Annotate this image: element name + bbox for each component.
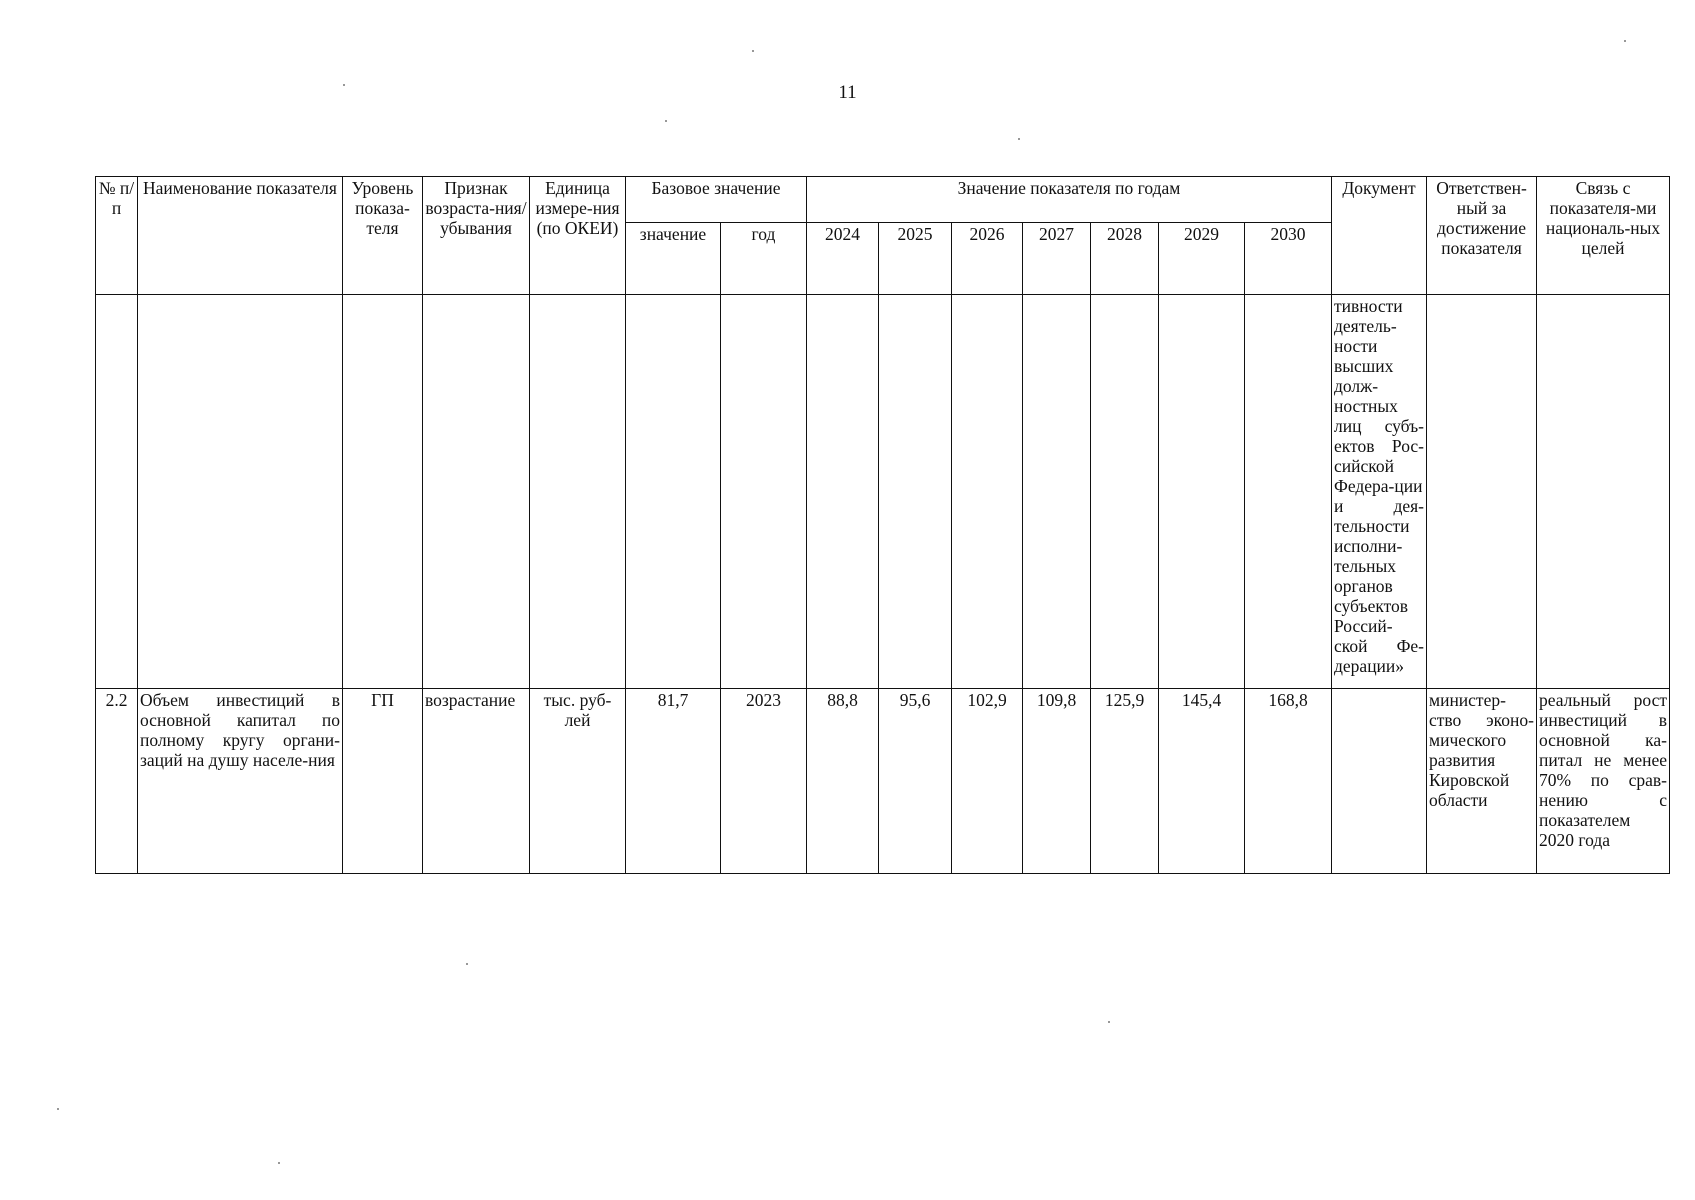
table-cell bbox=[1537, 295, 1670, 689]
row-value-2026: 102,9 bbox=[952, 689, 1023, 874]
table-cell bbox=[1427, 295, 1537, 689]
table-cell bbox=[423, 295, 530, 689]
header-base: Базовое значение bbox=[626, 177, 807, 223]
header-year: 2027 bbox=[1023, 223, 1091, 295]
header-sign: Признак возраста-ния/ убывания bbox=[423, 177, 530, 295]
row-unit: тыс. руб-лей bbox=[530, 689, 626, 874]
row-value-2029: 145,4 bbox=[1159, 689, 1245, 874]
scan-speck bbox=[752, 50, 754, 52]
row-value-2028: 125,9 bbox=[1091, 689, 1159, 874]
table-cell bbox=[1091, 295, 1159, 689]
header-name: Наименование показателя bbox=[138, 177, 343, 295]
row-base-year: 2023 bbox=[721, 689, 807, 874]
header-base-year: год bbox=[721, 223, 807, 295]
header-year: 2024 bbox=[807, 223, 879, 295]
scan-speck bbox=[1108, 1021, 1110, 1023]
table-cell bbox=[343, 295, 423, 689]
table-cell bbox=[626, 295, 721, 689]
header-year: 2025 bbox=[879, 223, 952, 295]
row-value-2025: 95,6 bbox=[879, 689, 952, 874]
header-year: 2030 bbox=[1245, 223, 1332, 295]
header-year: 2028 bbox=[1091, 223, 1159, 295]
table-cell bbox=[1023, 295, 1091, 689]
scan-speck bbox=[57, 1108, 59, 1110]
row-document bbox=[1332, 689, 1427, 874]
scan-speck bbox=[343, 84, 345, 86]
header-year: 2026 bbox=[952, 223, 1023, 295]
table-cell bbox=[1245, 295, 1332, 689]
row-link: реальный рост инвестиций в основной ка-питал не менее 70% по срав-нению с показателем 2020 года bbox=[1537, 689, 1670, 874]
row-num: 2.2 bbox=[96, 689, 138, 874]
header-responsible: Ответствен-ный за достижение показателя bbox=[1427, 177, 1537, 295]
table-cell bbox=[1159, 295, 1245, 689]
continuation-document-cell: тивности деятель-ности высших долж-ностных лиц субъ-ектов Рос-сийской Федера-ции и дея-тельности исполни-тельных органов субъектов Россий-ской Фе-дерации» bbox=[1332, 295, 1427, 689]
table-cell bbox=[530, 295, 626, 689]
page-number: 11 bbox=[838, 82, 857, 103]
row-name: Объем инвестиций в основной капитал по полному кругу органи-заций на душу населе-ния bbox=[138, 689, 343, 874]
continuation-row bbox=[96, 295, 1670, 689]
row-level: ГП bbox=[343, 689, 423, 874]
header-link: Связь с показателя-ми националь-ных целей bbox=[1537, 177, 1670, 295]
row-responsible: министер-ство эконо-мического развития Кировской области bbox=[1427, 689, 1537, 874]
row-sign: возрастание bbox=[423, 689, 530, 874]
row-value-2027: 109,8 bbox=[1023, 689, 1091, 874]
scan-speck bbox=[1018, 138, 1020, 140]
header-base-value: значение bbox=[626, 223, 721, 295]
header-level: Уровень показа-теля bbox=[343, 177, 423, 295]
header-year: 2029 bbox=[1159, 223, 1245, 295]
table-cell bbox=[879, 295, 952, 689]
header-num: № п/п bbox=[96, 177, 138, 295]
table-cell bbox=[138, 295, 343, 689]
table-cell bbox=[807, 295, 879, 689]
table-cell bbox=[96, 295, 138, 689]
row-value-2024: 88,8 bbox=[807, 689, 879, 874]
scan-speck bbox=[278, 1162, 280, 1164]
row-value-2030: 168,8 bbox=[1245, 689, 1332, 874]
header-unit: Единица измере-ния (по ОКЕИ) bbox=[530, 177, 626, 295]
row-base-value: 81,7 bbox=[626, 689, 721, 874]
table-row bbox=[96, 689, 1670, 874]
scan-speck bbox=[665, 120, 667, 122]
header-years-group: Значение показателя по годам bbox=[807, 177, 1332, 223]
scan-speck bbox=[466, 963, 468, 965]
table-cell bbox=[952, 295, 1023, 689]
table-cell bbox=[721, 295, 807, 689]
header-document: Документ bbox=[1332, 177, 1427, 295]
indicators-table bbox=[95, 176, 1670, 874]
scan-speck bbox=[1624, 40, 1626, 42]
header-row-1 bbox=[96, 177, 1670, 223]
